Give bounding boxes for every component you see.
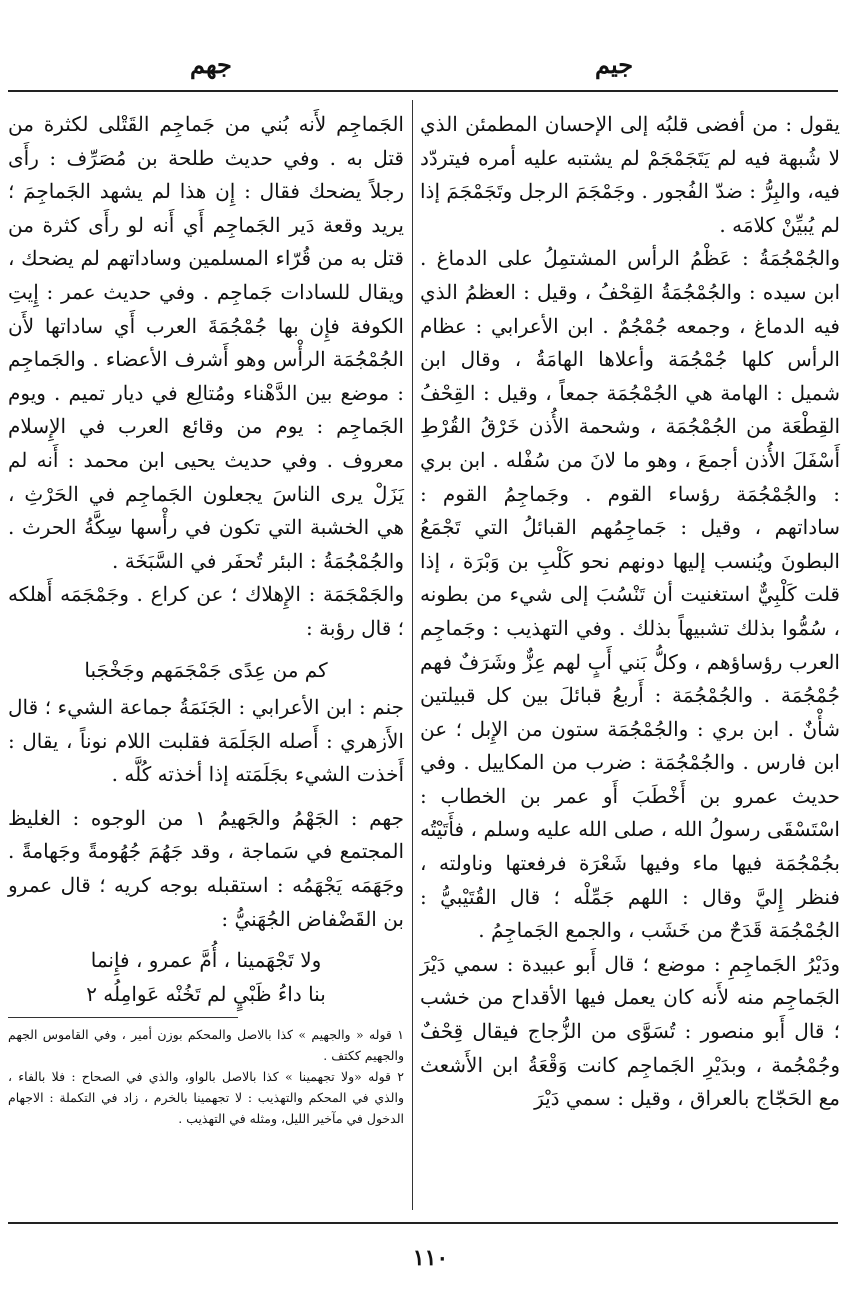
paragraph-right-2: والجُمْجُمَةُ : عَظْمُ الرأس المشتمِلُ على الدماغ . ابن سيده : والجُمْجُمَةُ القِحْفُ ، وقيل : العظمُ الذي فيه الدماغ ، وجمعه جُمْجُمٌ . ابن الأعرابي : عظام الرأس كلها جُمْجُمَة وأعلاها الهامَةُ ، وقال ابن شميل : الهامة هي الجُمْجُمَة جمعاً ، وقيل : القِحْفُ القِطْعَة من الجُمْجُمَة ، وشحمة الأُذن خَرْقُ القُرْطِ أَسْفَلَ الأُذن أجمعَ ، وهو ما لانَ من سُفْله . ابن بري : والجُمْجُمَة رؤساء القوم . وجَماجِمُ القوم : ساداتهم ، وقيل : جَماجِمُهم القبائلُ التي تَجْمَعُ البطونَ ويُنسب إليها دونهم نحو كَلْبِ بن وَبْرَة ، إذا قلت كَلْبِيٌّ استغنيت أن تَنْسُبَ إلى شيء من بطونه ، سُمُّوا بذلك تشبيهاً بذلك . وفي التهذيب : وجَماجِم العرب رؤساؤهم ، وكلُّ بَني أَبٍ لهم عِزٌّ وشَرَفٌ فهم جُمْجُمَة . والجُمْجُمَة : أَربعُ قبائلَ بين كل قبيلتين شأْنٌ . ابن بري : والجُمْجُمَة ستون من الإِبل ؛ عن ابن فارس . والجُمْجُمَة : ضرب من المكاييل . وفي حديث عمرو بن أَخْطَبَ أَو عمر بن الخطاب : اسْتَسْقَى رسولُ الله ، صلى الله عليه وسلم ، فأَتَيْتُه بجُمْجُمَة فيها ماء وفيها شَعْرَة فرفعتها وناولته ، فنظر إِليَّ وقال : اللهم جَمِّلْه ؛ قال القُتَيْبيُّ : الجُمْجُمَة قَدَحٌ من خَشَب ، والجمع الجَماجِمُ . <box>420 246 841 943</box>
entry-jhm: جهم : الجَهْمُ والجَهيمُ ١ من الوجوه : الغليظ المجتمع في سَماجة ، وقد جَهُمَ جُهُومةً وجَهامةً . وجَهَمَه يَجْهَمُه : استقبله بوجه كريه ؛ قال عمرو بن القَضْفاض الجُهَنيُّ : <box>8 805 405 931</box>
paragraph-left-1: الجَماجِم لأَنه بُني من جَماجِم القَتْلى لكثرة من قتل به . وفي حديث طلحة بن مُصَرِّف : رأَى رجلاً يضحك فقال : إِن هذا لم يشهد الجَماجِمَ ؛ يريد وقعة دَير الجَماجِم أَي أَنه لو رأَى كثرة من قتل به من قُرّاء المسلمين وساداتهم لم يضحك ، ويقال للسادات جَماجِم . وفي حديث عمر : إِيتِ الكوفة فإِن بها جُمْجُمَةَ العرب أَي ساداتها لأَن الجُمْجُمَة الرأْس وهو أَشرف الأعضاء . والجَماجِم : موضع بين الدَّهْناء ومُتالِع في ديار تميم . ويوم الجَماجِم : يوم من وقائع العرب في الإِسلام معروف . وفي حديث يحيى ابن محمد : أَنه لم يَزَلْ يرى الناسَ يجعلون الجَماجِم في الحَرْثِ ، هي الخشبة التي تكون في رأْسها سِكَّةُ الحرث . والجُمْجُمَةُ : البئر تُحفَر في السَّبَخَة . <box>8 112 404 573</box>
left-column <box>8 108 404 1129</box>
paragraph-right-3: ودَيْرُ الجَماجِمِ : موضع ؛ قال أَبو عبيدة : سمي دَيْرَ الجَماجِم منه لأَنه كان يعمل فيها الأقداح من خشب ؛ قال أَبو منصور : تُسَوَّى من الزُّجاج فيقال قِحْفٌ وجُمْجُمة ، وبدَيْرِ الجَماجِم كانت وَقْعَةُ ابن الأَشعث مع الحَجّاج بالعراق ، وقيل : سمي دَيْرَ <box>420 951 840 1111</box>
column-divider <box>412 100 413 1210</box>
verse-line-1: ولا تَجْهَمينا ، أُمَّ عمرو ، فإِنما <box>90 948 322 973</box>
paragraph-right-1: يقول : من أفضى قلبُه إلى الإحسان المطمئن الذي لا شُبهة فيه لم يَتَجَمْجَمْ لم يشتبه عليه أمره فيتردّد فيه، والبِرُّ : ضدّ الفُجور . وجَمْجَمَ الرجل وتَجَمْجَمَ إذا لم يُبيِّنْ كلامَه . <box>420 112 840 237</box>
bottom-rule <box>8 1222 838 1224</box>
entry-jnm: جنم : ابن الأعرابي : الجَنَمَةُ جماعة الشيء ؛ قال الأَزهري : أَصله الجَلَمَة فقلبت اللام نوناً ، يقال : أَخذت الشيء بجَلَمَته إذا أخذته كُلَّه . <box>8 695 404 787</box>
page-number: ١١٠ <box>412 1245 449 1271</box>
footnote-rule <box>8 1017 238 1018</box>
right-column <box>420 108 840 1116</box>
verse-line-2: بنا داءُ ظَبْيٍ لم تَخُنْه عَوامِلُه ٢ <box>86 981 326 1006</box>
running-header-right: جيم <box>595 50 634 79</box>
footnotes <box>8 1024 404 1129</box>
top-rule <box>8 90 838 92</box>
verse-amr <box>8 944 404 1011</box>
paragraph-left-2: والجَمْجَمَة : الإِهلاك ؛ عن كراع . وجَمْجَمَه أَهلكه ؛ قال رؤبة : <box>8 582 404 640</box>
entry-separator <box>8 792 404 802</box>
footnote-1: ١ قوله « والجهيم » كذا بالاصل والمحكم بوزن أمير ، وفي القاموس الجهم والجهيم ككتف . <box>8 1027 404 1064</box>
footnote-2: ٢ قوله «ولا تجهمينا » كذا بالاصل بالواو، والذي في الصحاح : فلا بالفاء ، والذي في المحكم والتهذيب : لا تجهمينا بالخرم ، زاد في التكملة : الاجهام الدخول في مآخير الليل، ومثله في التهذيب . <box>8 1069 404 1127</box>
verse-ruba: كم من عِدًى جَمْجَمَهم وجَخْجَبا <box>84 657 328 682</box>
running-header-left: جهم <box>190 50 232 79</box>
